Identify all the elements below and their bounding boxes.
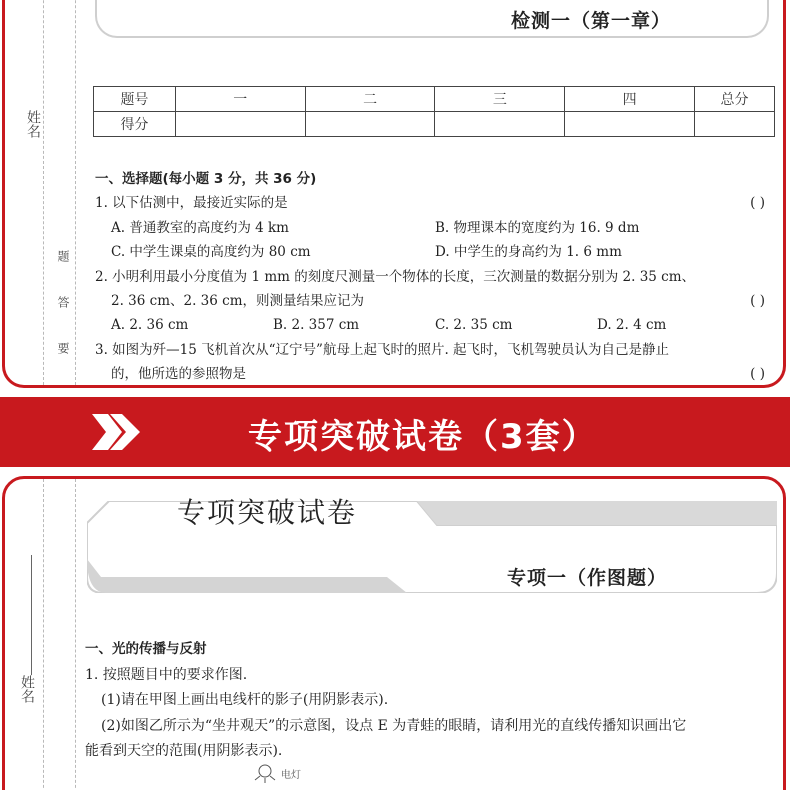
section-banner [0, 397, 790, 467]
score-header-cell: 总分 [695, 87, 775, 112]
binding-margin-line [43, 479, 44, 790]
side-label-da: 答 [56, 296, 70, 308]
lamp-figure [251, 762, 301, 784]
score-cell[interactable] [565, 112, 695, 137]
option-b: B. 物理课本的宽度约为 16. 9 dm [435, 219, 640, 236]
score-table-row [94, 112, 775, 137]
score-table [93, 86, 775, 137]
side-name-label: 姓名 [25, 110, 41, 138]
shape-title: 专项突破试卷 [177, 496, 358, 529]
question-1 [95, 191, 765, 215]
question-3 [95, 362, 765, 386]
question-1-part-2-line-1: (2)如图乙所示为“坐井观天”的示意图，设点 E 为青蛙的眼睛，请利用光的直线传播知识画出它 [101, 717, 687, 734]
question-2-line-1: 2. 小明利用最小分度值为 1 mm 的刻度尺测量一个物体的长度，三次测量的数据分别为 2. 35 cm、 [95, 268, 696, 285]
option-d: D. 中学生的身高约为 1. 6 mm [435, 244, 622, 261]
answer-paren: ( ) [750, 195, 765, 212]
option-c: C. 中学生课桌的高度约为 80 cm [111, 244, 311, 261]
bottom-questions [85, 637, 765, 765]
side-label-ti: 题 [56, 250, 70, 262]
score-cell[interactable] [175, 112, 305, 137]
option-a: A. 普通教室的高度约为 4 km [111, 219, 289, 236]
binding-margin-line [43, 0, 44, 385]
score-header-cell: 四 [565, 87, 695, 112]
title-banner [95, 0, 769, 38]
question-1-part-2-line-2: 能看到天空的范围(用阴影表示). [85, 743, 283, 759]
name-write-line [31, 555, 32, 675]
lamp-icon [251, 762, 279, 784]
score-header-cell: 二 [305, 87, 435, 112]
binding-margin-line-inner [75, 479, 76, 790]
double-chevron-right-icon [92, 414, 140, 450]
option-b: B. 2. 357 cm [273, 317, 360, 334]
score-header-cell: 一 [175, 87, 305, 112]
questions [95, 167, 765, 387]
side-name-label: 姓名 [19, 675, 35, 703]
score-cell[interactable] [435, 112, 565, 137]
test-sheet-bottom [2, 476, 786, 790]
option-d: D. 2. 4 cm [597, 317, 667, 334]
lamp-label: 电灯 [281, 769, 301, 781]
section-heading: 一、选择题(每小题 3 分，共 36 分) [95, 171, 317, 187]
section-heading: 一、光的传播与反射 [85, 641, 207, 657]
score-cell[interactable] [305, 112, 435, 137]
test-sheet-top [2, 0, 786, 388]
score-cell[interactable] [695, 112, 775, 137]
option-c: C. 2. 35 cm [435, 317, 513, 334]
question-2-options-row [95, 313, 765, 337]
score-header-cell: 三 [435, 87, 565, 112]
option-a: A. 2. 36 cm [111, 317, 189, 334]
score-table-header-row [94, 87, 775, 112]
question-1-options-row [95, 240, 765, 264]
question-1: 1. 按照题目中的要求作图. [85, 666, 248, 683]
question-2-line-2: 2. 36 cm、2. 36 cm，则测量结果应记为 [111, 293, 365, 310]
question-3-line-2: 的，他所选的参照物是 [111, 366, 246, 383]
section-banner-title: 专项突破试卷（3套） [248, 417, 598, 457]
question-1-part-1: (1)请在甲图上画出电线杆的影子(用阴影表示). [101, 692, 389, 708]
question-2 [95, 289, 765, 313]
side-label-yao: 要 [56, 342, 70, 354]
answer-paren: ( ) [750, 366, 765, 383]
score-header-cell: 题号 [94, 87, 176, 112]
question-3-line-1: 3. 如图为歼—15 飞机首次从“辽宁号”航母上起飞时的照片. 起飞时，飞机驾驶员认为自己是静止 [95, 341, 670, 358]
question-1-text: 1. 以下估测中，最接近实际的是 [95, 195, 288, 212]
question-1-options-row [95, 216, 765, 240]
binding-margin-line-inner [75, 0, 76, 385]
banner-title: 检测一（第一章） [510, 10, 671, 32]
score-row-label: 得分 [94, 112, 176, 137]
answer-paren: ( ) [750, 293, 765, 310]
sub-title: 专项一（作图题） [506, 567, 667, 589]
